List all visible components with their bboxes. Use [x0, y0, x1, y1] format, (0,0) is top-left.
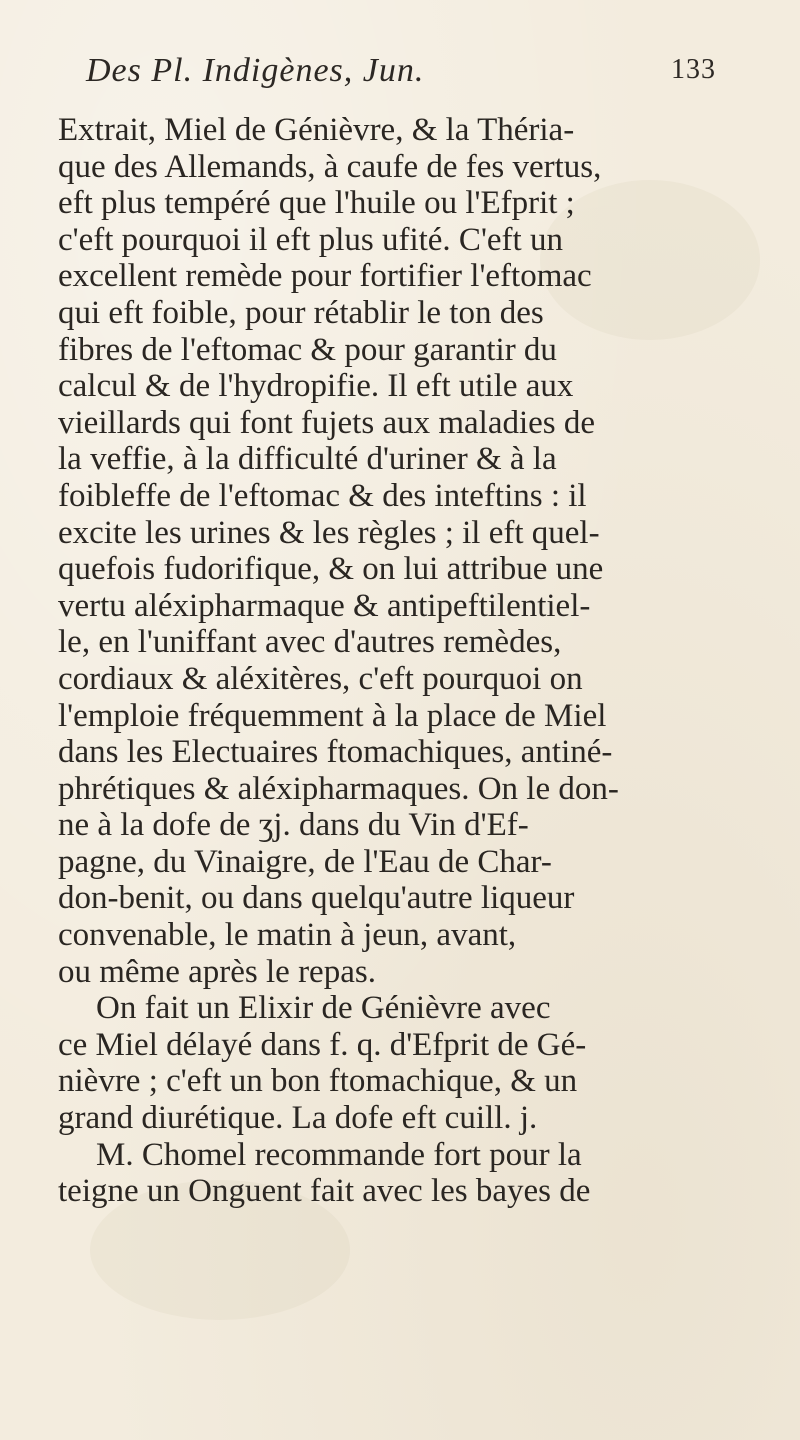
text-line: excellent remède pour fortifier l'eftomac [58, 258, 592, 295]
text-line: vertu aléxipharmaque & antipeftilentiel- [58, 587, 591, 624]
page-number: 133 [671, 54, 716, 85]
text-line: eft plus tempéré que l'huile ou l'Efprit ; [58, 185, 575, 222]
text-line: pagne, du Vinaigre, de l'Eau de Char- [58, 843, 552, 880]
text-line: fibres de l'eftomac & pour garantir du [58, 331, 557, 368]
running-title: Des Pl. Indigènes, Jun. [86, 52, 425, 89]
text-line: vieillards qui font fujets aux maladies de [58, 404, 596, 441]
text-line: On fait un Elixir de Génièvre avec [96, 990, 551, 1027]
text-line: grand diurétique. La dofe eft cuill. j. [58, 1100, 538, 1137]
running-header [86, 52, 726, 100]
text-line: c'eft pourquoi il eft plus ufité. C'eft un [58, 221, 563, 258]
text-line: excite les urines & les règles ; il eft quel- [58, 514, 600, 551]
text-line: M. Chomel recommande fort pour la [96, 1136, 582, 1173]
text-line: teigne un Onguent fait avec les bayes de [58, 1173, 591, 1210]
text-line: don-benit, ou dans quelqu'autre liqueur [58, 880, 575, 917]
text-line: ne à la dofe de ʒj. dans du Vin d'Ef- [58, 807, 529, 844]
text-line: l'emploie fréquemment à la place de Miel [58, 697, 607, 734]
text-line: dans les Electuaires ftomachiques, antiné- [58, 734, 613, 771]
text-line: la veffie, à la difficulté d'uriner & à la [58, 441, 557, 478]
text-line: phrétiques & aléxipharmaques. On le don- [58, 770, 619, 807]
text-line: Extrait, Miel de Génièvre, & la Théria- [58, 112, 575, 148]
text-line: cordiaux & aléxitères, c'eft pourquoi on [58, 660, 583, 697]
text-line: qui eft foible, pour rétablir le ton des [58, 294, 544, 331]
text-line: foibleffe de l'eftomac & des inteftins : il [58, 477, 587, 514]
text-line: ce Miel délayé dans f. q. d'Efprit de Gé- [58, 1026, 587, 1063]
text-line: ou même après le repas. [58, 953, 376, 990]
text-line: nièvre ; c'eft un bon ftomachique, & un [58, 1063, 578, 1100]
body-text [58, 112, 736, 1210]
text-line: calcul & de l'hydropifie. Il eft utile aux [58, 368, 574, 405]
text-line: convenable, le matin à jeun, avant, [58, 917, 517, 954]
text-line: le, en l'uniffant avec d'autres remèdes, [58, 624, 562, 661]
text-line: quefois fudorifique, & on lui attribue une [58, 551, 604, 588]
text-line: que des Allemands, à caufe de fes vertus, [58, 148, 602, 185]
